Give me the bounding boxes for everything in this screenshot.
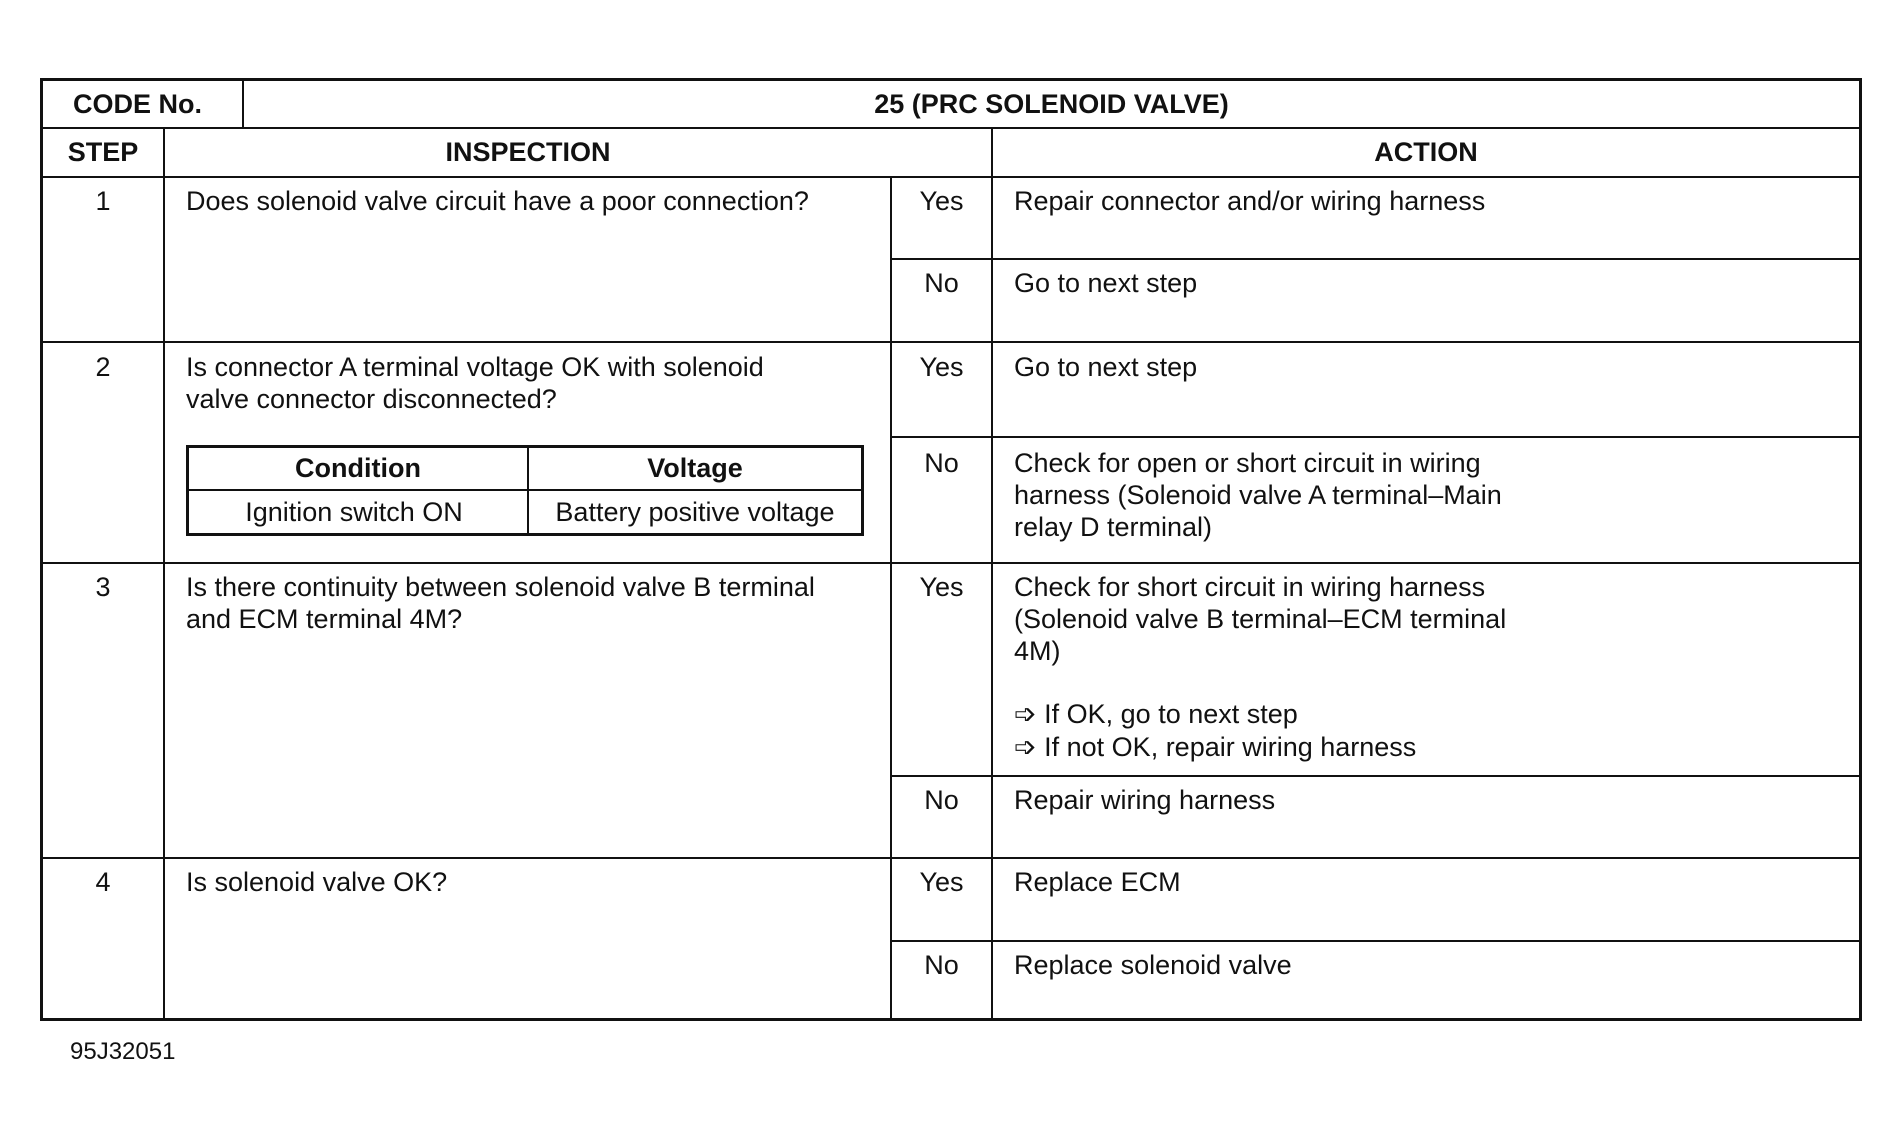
- rule-step3-mid: [890, 775, 1859, 777]
- voltage-value: Battery positive voltage: [555, 497, 835, 527]
- action-text: Go to next step: [1014, 268, 1198, 298]
- inspection-text: Is connector A terminal voltage OK with solenoid: [186, 352, 764, 382]
- rule-action-col: [991, 127, 993, 1018]
- diagnostic-table: [40, 78, 1862, 1021]
- condition-header: Condition: [295, 453, 421, 483]
- rule-step1-end: [43, 341, 1859, 343]
- rule-step4-mid: [890, 940, 1859, 942]
- yes-label: Yes: [919, 186, 964, 216]
- action-text: Replace ECM: [1014, 867, 1181, 897]
- no-label: No: [924, 785, 959, 815]
- step-header: STEP: [67, 137, 139, 167]
- followup-not-ok: [1014, 731, 1416, 763]
- no-label: No: [924, 448, 959, 478]
- action-text: Replace solenoid valve: [1014, 950, 1292, 980]
- inspection-header: INSPECTION: [445, 137, 611, 167]
- inspection-text: and ECM terminal 4M?: [186, 604, 463, 634]
- step-number: 4: [95, 867, 111, 897]
- inspection-text: valve connector disconnected?: [186, 384, 557, 414]
- condition-value: Ignition switch ON: [245, 497, 463, 527]
- rule-step1-mid: [890, 258, 1859, 260]
- inspection-text: Is there continuity between solenoid valve B terminal: [186, 572, 815, 602]
- rule-header-2: [43, 176, 1859, 178]
- code-label: CODE No.: [73, 89, 203, 119]
- code-value: 25 (PRC SOLENOID VALVE): [874, 89, 1229, 119]
- condition-table: [186, 445, 864, 536]
- action-text: 4M): [1014, 636, 1061, 666]
- action-text: Check for short circuit in wiring harness: [1014, 572, 1486, 602]
- voltage-header: Voltage: [647, 453, 743, 483]
- followup-text: If OK, go to next step: [1044, 699, 1298, 729]
- rule-step-col: [163, 127, 165, 1018]
- rule-step3-end: [43, 857, 1859, 859]
- action-text: Repair connector and/or wiring harness: [1014, 186, 1486, 216]
- no-label: No: [924, 950, 959, 980]
- arrow-right-icon: ➩: [1014, 732, 1037, 762]
- arrow-right-icon: ➩: [1014, 699, 1037, 729]
- inspection-text: Does solenoid valve circuit have a poor connection?: [186, 186, 809, 216]
- action-header: ACTION: [1374, 137, 1478, 167]
- action-text: Repair wiring harness: [1014, 785, 1276, 815]
- followup-text: If not OK, repair wiring harness: [1044, 732, 1417, 762]
- action-text: (Solenoid valve B terminal–ECM terminal: [1014, 604, 1507, 634]
- no-label: No: [924, 268, 959, 298]
- rule-header-1: [43, 127, 1859, 129]
- inspection-text: Is solenoid valve OK?: [186, 867, 448, 897]
- yes-label: Yes: [919, 352, 964, 382]
- step-number: 1: [95, 186, 111, 216]
- action-text: Check for open or short circuit in wiring: [1014, 448, 1481, 478]
- followup-ok: [1014, 698, 1298, 730]
- rule-step2-end: [43, 562, 1859, 564]
- action-text: relay D terminal): [1014, 512, 1213, 542]
- action-text: harness (Solenoid valve A terminal–Main: [1014, 480, 1502, 510]
- yes-label: Yes: [919, 572, 964, 602]
- figure-id: 95J32051: [70, 1038, 176, 1065]
- condition-table-row-rule: [189, 489, 861, 491]
- rule-step2-mid: [890, 436, 1859, 438]
- action-text: Go to next step: [1014, 352, 1198, 382]
- yes-label: Yes: [919, 867, 964, 897]
- step-number: 2: [95, 352, 111, 382]
- step-number: 3: [95, 572, 111, 602]
